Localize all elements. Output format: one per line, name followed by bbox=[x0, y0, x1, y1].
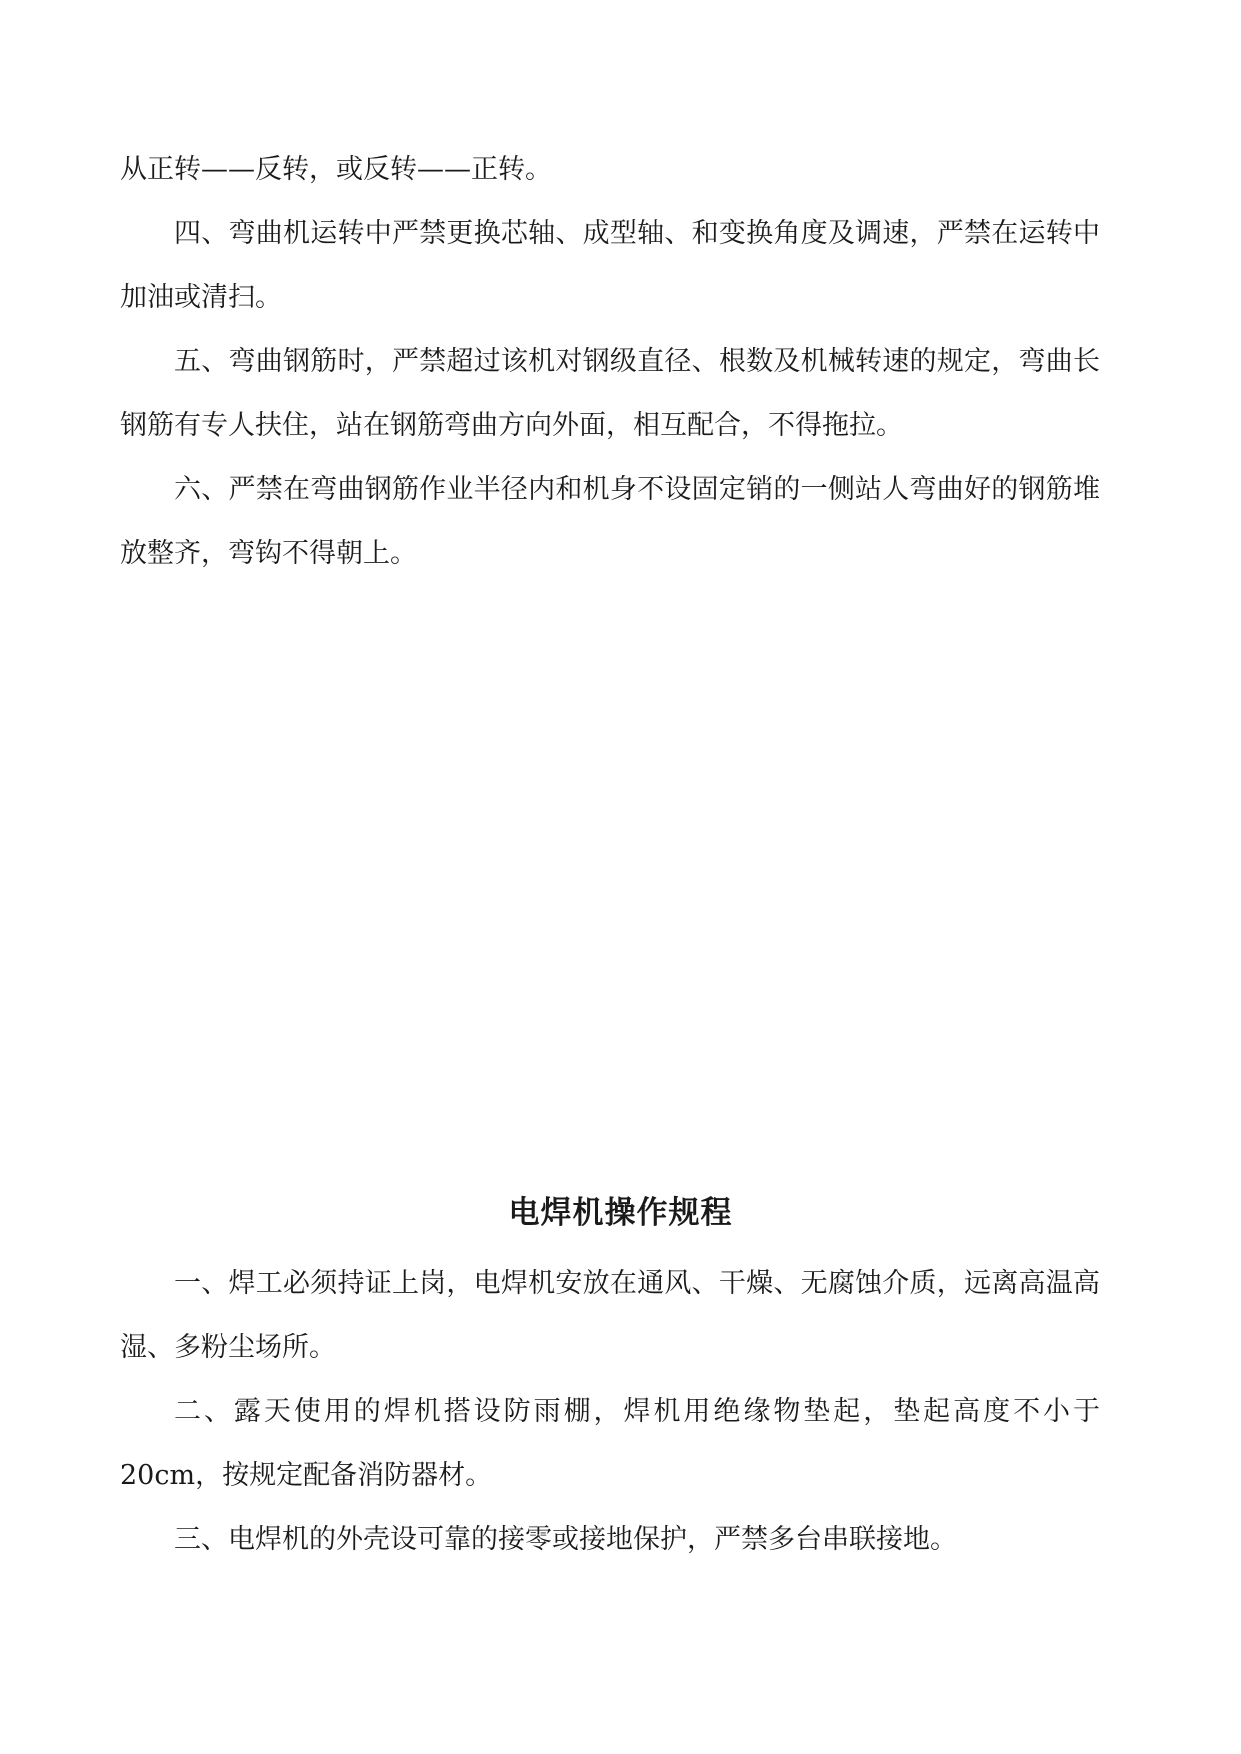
paragraph-welder-item-2: 二、露天使用的焊机搭设防雨棚，焊机用绝缘物垫起，垫起高度不小于20cm，按规定配备消防器材。 bbox=[120, 1396, 1100, 1491]
paragraph-welder-item-1: 一、焊工必须持证上岗，电焊机安放在通风、干燥、无腐蚀介质，远离高温高湿、多粉尘场所。 bbox=[120, 1268, 1100, 1363]
paragraph-item-6: 六、严禁在弯曲钢筋作业半径内和机身不设固定销的一侧站人弯曲好的钢筋堆放整齐，弯钩不得朝上。 bbox=[120, 474, 1100, 569]
paragraph-welder-item-3: 三、电焊机的外壳设可靠的接零或接地保护，严禁多台串联接地。 bbox=[174, 1524, 957, 1555]
paragraph-item-5: 五、弯曲钢筋时，严禁超过该机对钢级直径、根数及机械转速的规定，弯曲长钢筋有专人扶住，站在钢筋弯曲方向外面，相互配合，不得拖拉。 bbox=[120, 346, 1100, 441]
paragraph-item-4: 四、弯曲机运转中严禁更换芯轴、成型轴、和变换角度及调速，严禁在运转中加油或清扫。 bbox=[120, 218, 1100, 313]
paragraph-continuation: 从正转——反转，或反转——正转。 bbox=[120, 154, 552, 185]
section-title: 电焊机操作规程 bbox=[508, 1195, 733, 1231]
